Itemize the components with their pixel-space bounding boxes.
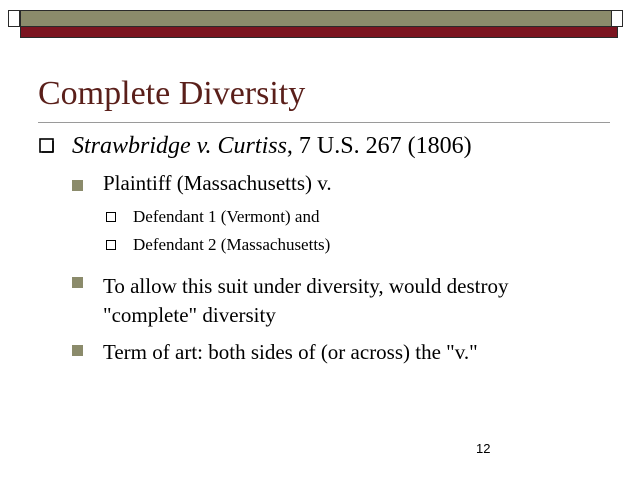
filled-square-icon (72, 345, 83, 356)
hollow-small-square-icon (106, 240, 116, 250)
header-band-red (20, 26, 618, 38)
bullet-term-of-art: Term of art: both sides of (or across) the "v." (103, 340, 478, 364)
header-band-left-box (8, 10, 20, 27)
bullet-defendant-2: Defendant 2 (Massachusetts) (133, 235, 331, 254)
header-band-right-box (611, 10, 623, 27)
hollow-square-icon (39, 138, 54, 153)
filled-square-icon (72, 180, 83, 191)
slide-title: Complete Diversity (38, 75, 306, 112)
title-divider (38, 122, 610, 123)
bullet-allow-suit-line1: To allow this suit under diversity, would destroy (103, 274, 509, 298)
page-number: 12 (476, 441, 491, 456)
hollow-small-square-icon (106, 212, 116, 222)
case-name: Strawbridge v. Curtiss (72, 133, 287, 159)
bullet-allow-suit-line2: "complete" diversity (103, 303, 276, 327)
filled-square-icon (72, 277, 83, 288)
case-citation: , 7 U.S. 267 (1806) (286, 133, 472, 159)
bullet-plaintiff: Plaintiff (Massachusetts) v. (103, 171, 332, 195)
header-band-olive (20, 10, 618, 27)
bullet-defendant-1: Defendant 1 (Vermont) and (133, 207, 320, 226)
bullet-case-citation (72, 131, 472, 161)
